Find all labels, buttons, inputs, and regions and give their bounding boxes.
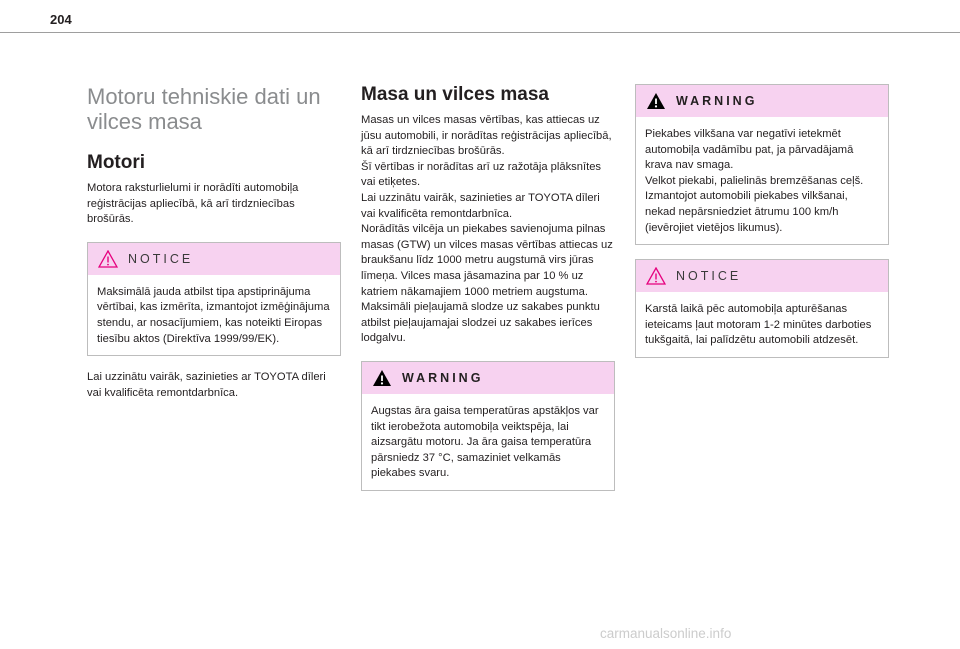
warning-text: Augstas āra gaisa temperatūras apstākļos var tikt ierobežota automobiļa veiktspēja, lai aizsargātu motoru. Ja āra gaisa temperatūra pārsniedz 37 °C, samaziniet velkamās piekabes svaru.: [371, 404, 599, 480]
warning-label: WARNING: [402, 370, 484, 385]
page-title: Motoru tehniskie dati un vilces masa: [87, 84, 321, 134]
warning-triangle-icon: [372, 369, 392, 387]
notice-box-cooling: [635, 259, 889, 358]
warning-box: [361, 361, 615, 491]
notice-triangle-icon: [98, 250, 118, 268]
notice-header: [636, 260, 888, 292]
warning-header: [362, 362, 614, 394]
section-heading-masa: Masa un vilces masa: [361, 84, 549, 105]
warning-triangle-icon: [646, 92, 666, 110]
section-heading-motori: Motori: [87, 152, 146, 173]
warning-text: Piekabes vilkšana var negatīvi ietekmēt automobiļa vadāmību pat, ja pārvadājamā krava nav smaga. Velkot piekabi, palielinās bremzēšanas ceļš. Izmantojot automobili piekabes vilkšanai, nekad nepārsniedziet ātrumu 100 km/h (ievērojiet vietējos likumus).: [645, 128, 864, 234]
column-3: [635, 84, 887, 358]
column-1: [87, 84, 339, 401]
notice-text: Karstā laikā pēc automobiļa apturēšanas ieteicams ļaut motoram 1-2 minūtes darboties tukšgaitā, lai palīdzētu automobili atdzesēt.: [645, 303, 872, 347]
warning-box-towing: [635, 84, 889, 245]
page-number: 204: [50, 12, 72, 27]
masa-body: Masas un vilces masas vērtības, kas attiecas uz jūsu automobili, ir norādītas reģistrācijas apliecībā, kā arī tirdzniecības brošūrās. Šī vērtības ir norādītas arī uz ražotāja plāksnītes vai etiķetes. Lai uzzinātu vairāk, sazinieties ar TOYOTA dīleri vai kvalificēta remontdarbnīca. Norādītās vilcēja un piekabes savienojuma pilnas masas (GTW) un vilces masas vērtības attiecas uz braukšanu līdz 1000 metru augstumā virs jūras līmeņa. Vilces masa jāsamazina par 10 % uz katriem nākamajiem 1000 metriem augstuma. Maksimāli pieļaujamā slodze uz sakabes punktu atbilst pieļaujamajai slodzei uz sakabes ierīces lodgalvu.: [361, 114, 613, 345]
notice-box: [87, 242, 341, 356]
warning-header: [636, 85, 888, 117]
notice-text: Maksimālā jauda atbilst tipa apstiprinājuma vērtībai, kas izmērīta, izmantojot izmēģinājuma stendu, ar nosacījumiem, kas noteikti Eiropas tiesību aktos (Direktīva 1999/99/EK).: [97, 285, 330, 345]
motori-outro: Lai uzzinātu vairāk, sazinieties ar TOYOTA dīleri vai kvalificēta remontdarbnīca.: [87, 371, 326, 399]
header-divider: [0, 32, 960, 33]
warning-label: WARNING: [676, 94, 758, 108]
notice-triangle-icon: [646, 267, 666, 285]
notice-header: [88, 243, 340, 275]
watermark: carmanualsonline.info: [600, 626, 732, 641]
column-2: [361, 84, 613, 491]
motori-intro: Motora raksturlielumi ir norādīti automobiļa reģistrācijas apliecībā, kā arī tirdzniecības brošūrās.: [87, 182, 299, 226]
notice-label: NOTICE: [676, 269, 742, 284]
notice-label: NOTICE: [128, 251, 194, 266]
